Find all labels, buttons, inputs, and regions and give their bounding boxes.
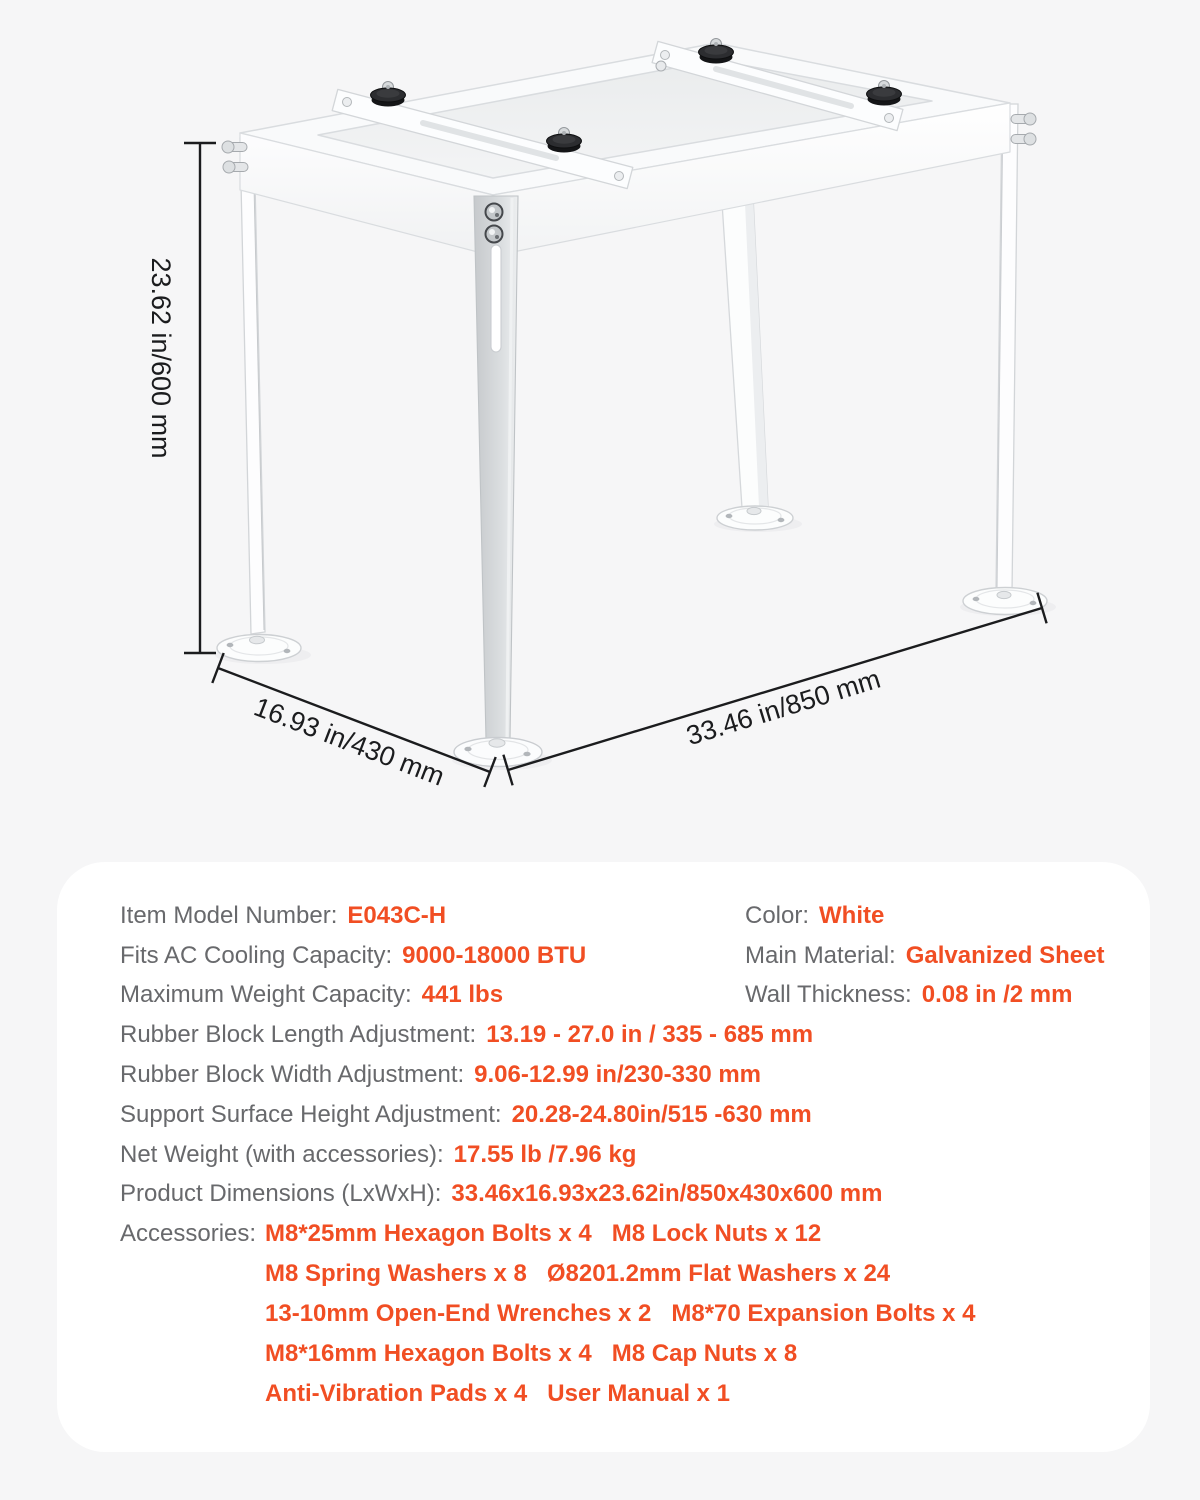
spec-value: 17.55 lb /7.96 kg [453, 1140, 637, 1168]
spec-row [120, 976, 1120, 1016]
rubber-pad [699, 39, 734, 64]
spec-row [120, 896, 1120, 936]
spec-row [120, 1095, 1120, 1135]
spec-row [120, 1015, 1120, 1055]
adjustment-slot [491, 245, 501, 352]
spec-value: White [819, 901, 885, 929]
corner-screw [486, 226, 503, 243]
spec-label: Product Dimensions (LxWxH): [120, 1180, 442, 1208]
spec-value: E043C-H [347, 901, 447, 929]
spec-row [120, 936, 1120, 976]
dimension-label-width: 33.46 in/850 mm [682, 663, 884, 752]
spec-value: Galvanized Sheet [905, 941, 1105, 969]
spec-label: Main Material: [745, 941, 896, 969]
spec-row [120, 1175, 1120, 1215]
spec-label: Wall Thickness: [745, 981, 912, 1009]
leg-front-adjustable [454, 196, 542, 767]
spec-value: 13.19 - 27.0 in / 335 - 685 mm [486, 1021, 814, 1049]
dimension-label-depth: 16.93 in/430 mm [249, 691, 449, 792]
spec-label: Rubber Block Width Adjustment: [120, 1061, 465, 1089]
spec-label: Item Model Number: [120, 901, 338, 929]
spec-value: 441 lbs [421, 981, 504, 1009]
spec-label: Maximum Weight Capacity: [120, 981, 412, 1009]
spec-value: 0.08 in /2 mm [921, 981, 1073, 1009]
dimension-line-width [503, 593, 1046, 786]
mounting-frame [240, 43, 1010, 256]
corner-screw [486, 204, 503, 221]
frame-screw-back [656, 61, 666, 71]
rubber-pad [371, 82, 406, 107]
spec-value: 20.28-24.80in/515 -630 mm [511, 1100, 812, 1128]
dimension-label-height: 23.62 in/600 mm [146, 257, 176, 459]
spec-value: 33.46x16.93x23.62in/850x430x600 mm [451, 1180, 883, 1208]
accessories-line: M8 Spring Washers x 8 Ø8201.2mm Flat Washers x 24 [265, 1260, 891, 1288]
accessories-list [265, 1214, 975, 1413]
spec-label: Support Surface Height Adjustment: [120, 1100, 502, 1128]
spec-row [120, 1135, 1120, 1175]
leg-right [963, 104, 1047, 615]
spec-value: 9000-18000 BTU [402, 941, 587, 969]
leg-left [217, 138, 301, 662]
spec-label: Net Weight (with accessories): [120, 1140, 444, 1168]
accessories-line: Anti-Vibration Pads x 4 User Manual x 1 [265, 1379, 731, 1407]
spec-label-accessories: Accessories: [120, 1220, 257, 1248]
spec-row [120, 1055, 1120, 1095]
spec-label: Rubber Block Length Adjustment: [120, 1021, 477, 1049]
spec-panel [57, 862, 1150, 1452]
spec-row-accessories [120, 1214, 1120, 1413]
accessories-line: M8*25mm Hexagon Bolts x 4 M8 Lock Nuts x 12 [265, 1220, 822, 1248]
accessories-line: 13-10mm Open-End Wrenches x 2 M8*70 Expansion Bolts x 4 [265, 1299, 976, 1327]
dimension-annotations [184, 143, 1047, 787]
spec-value: 9.06-12.99 in/230-330 mm [474, 1061, 762, 1089]
spec-label: Color: [745, 901, 810, 929]
spec-label: Fits AC Cooling Capacity: [120, 941, 393, 969]
dimension-line-height [184, 143, 216, 653]
accessories-line: M8*16mm Hexagon Bolts x 4 M8 Cap Nuts x 8 [265, 1339, 798, 1367]
